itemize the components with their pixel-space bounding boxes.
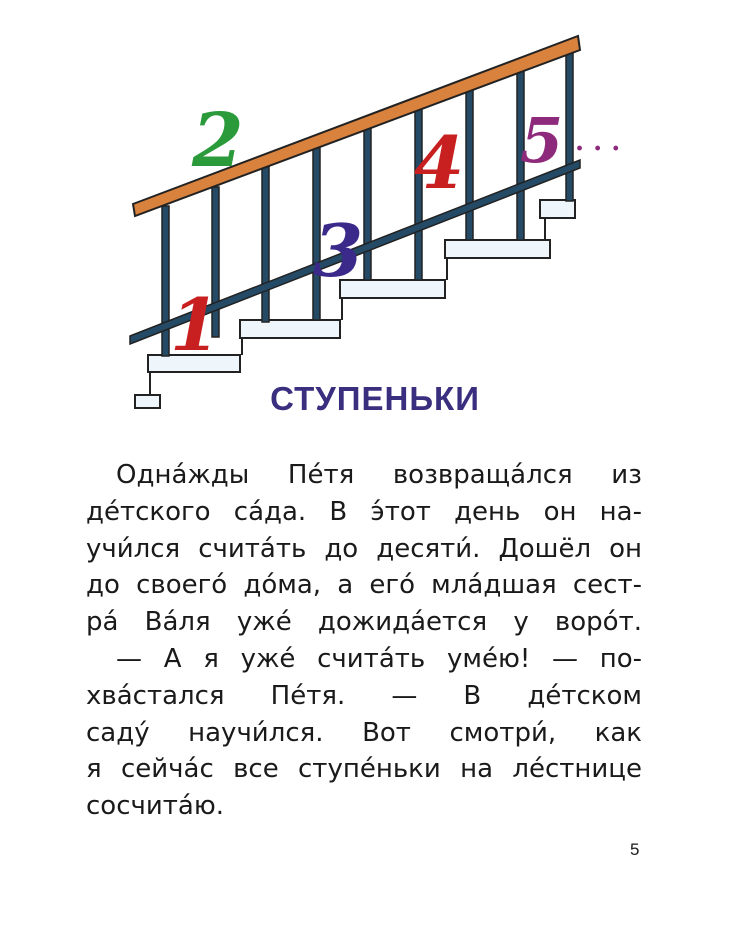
text-line: садý научи́лся. Вот смотри́, как [86,717,642,748]
paragraph-1 [86,457,642,641]
step-number-1: 1 [170,282,221,367]
step-number-2: 2 [192,98,244,184]
text-line: до своегó дóма, а егó млáдшая сест- [86,570,642,601]
story-title: СТУПЕНЬКИ [270,380,480,417]
paragraph-2 [86,641,642,825]
page-number: 5 [630,840,640,859]
step-number-3: 3 [313,208,364,293]
text-line: Однáжды Пéтя возвращáлся из [116,460,642,490]
balusters [162,51,573,356]
staircase-illustration [0,0,750,420]
step-number-5: 5 [520,104,564,177]
text-line: рá Вáля ужé дожидáется у ворóт. [86,607,642,638]
text-line: сосчитáю. [86,791,224,822]
step-ellipsis: . . . [575,127,621,157]
step-number-4: 4 [414,120,465,205]
text-line: — А я ужé считáть умéю! — по- [116,643,642,674]
text-line: хвáстался Пéтя. — В дéтском [86,680,642,711]
text-line: учи́лся считáть до десяти́. Дошёл он [86,533,642,564]
text-line: дéтского сáда. В э́тот день он на- [86,496,642,527]
story-text [86,457,642,825]
text-line: я сейчáс все ступéньки на лéстнице [86,754,642,785]
